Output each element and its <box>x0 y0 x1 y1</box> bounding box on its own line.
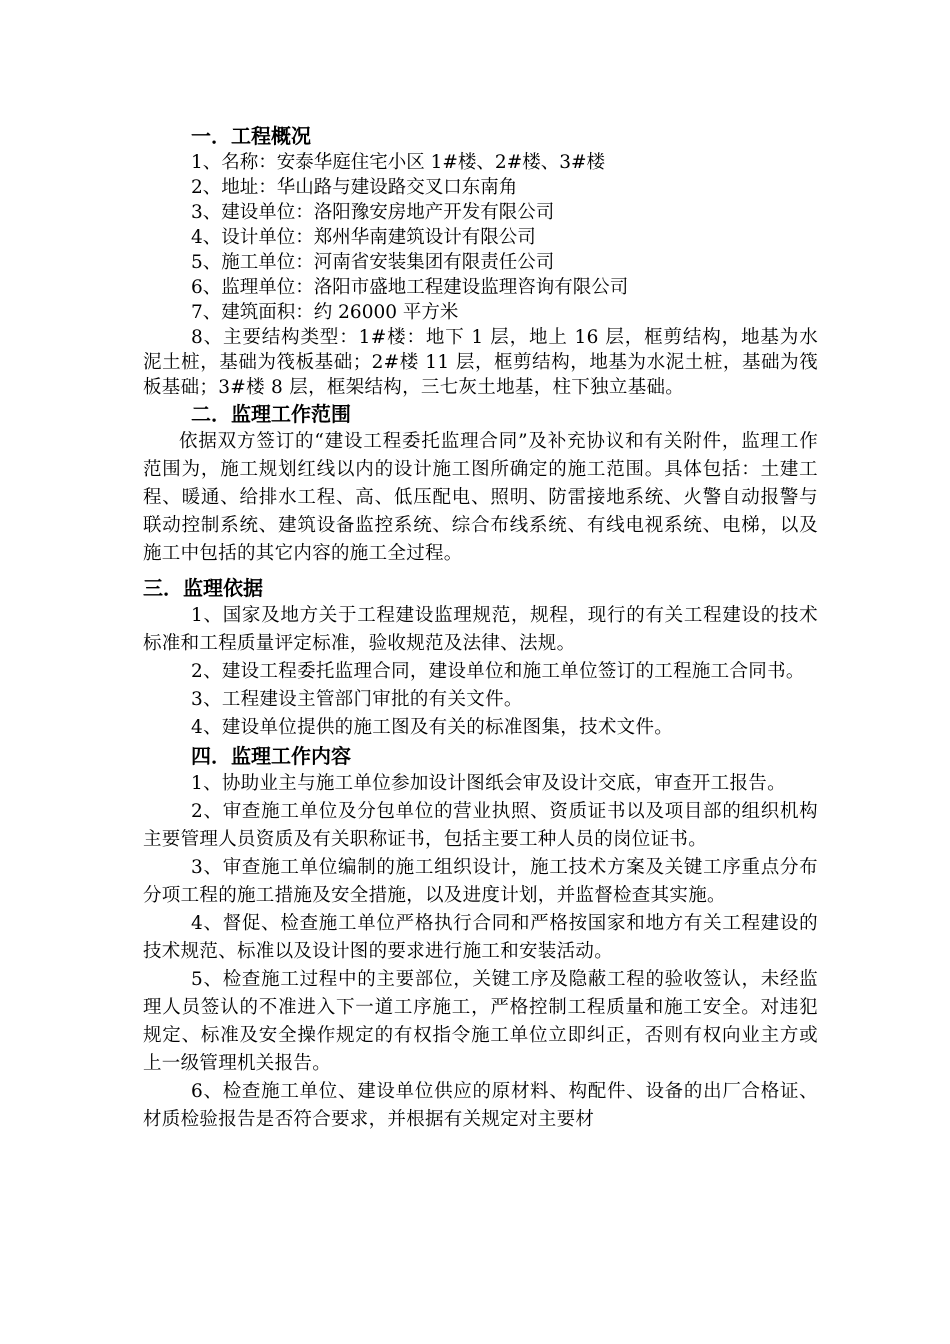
overview-item-designer: 4、设计单位：郑州华南建筑设计有限公司 <box>191 227 536 248</box>
overview-item-name: 1、名称：安泰华庭住宅小区 1#楼、2#楼、3#楼 <box>191 152 605 173</box>
overview-item-area: 7、建筑面积：约 26000 平方米 <box>191 302 459 323</box>
overview-item-address: 2、地址：华山路与建设路交叉口东南角 <box>191 177 518 198</box>
basis-paragraph-2: 2、建设工程委托监理合同，建设单位和施工单位签订的工程施工合同书。 <box>191 661 805 682</box>
section-title-overview: 一．工程概况 <box>191 124 311 148</box>
section-title-content: 四．监理工作内容 <box>191 744 351 768</box>
content-paragraph-3: 3、审查施工单位编制的施工组织设计，施工技术方案及关键工序重点分布分项工程的施工措施及安全措施，以及进度计划，并监督检查其实施。 <box>143 857 818 906</box>
content-paragraph-2: 2、审查施工单位及分包单位的营业执照、资质证书以及项目部的组织机构主要管理人员资质及有关职称证书，包括主要工种人员的岗位证书。 <box>143 801 818 850</box>
overview-item-contractor: 5、施工单位：河南省安装集团有限责任公司 <box>191 252 555 273</box>
basis-paragraph-1: 1、国家及地方关于工程建设监理规范，规程，现行的有关工程建设的技术标准和工程质量评定标准，验收规范及法律、法规。 <box>143 605 818 654</box>
overview-item-owner: 3、建设单位：洛阳豫安房地产开发有限公司 <box>191 202 555 223</box>
content-paragraph-1: 1、协助业主与施工单位参加设计图纸会审及设计交底，审查开工报告。 <box>191 773 786 794</box>
section-title-scope: 二．监理工作范围 <box>191 402 351 426</box>
content-paragraph-4: 4、督促、检查施工单位严格执行合同和严格按国家和地方有关工程建设的技术规范、标准以及设计图的要求进行施工和安装活动。 <box>143 913 818 962</box>
section-title-basis: 三．监理依据 <box>143 576 263 600</box>
basis-paragraph-4: 4、建设单位提供的施工图及有关的标准图集，技术文件。 <box>191 717 674 738</box>
content-paragraph-5: 5、检查施工过程中的主要部位，关键工序及隐蔽工程的验收签认，未经监理人员签认的不准进入下一道工序施工，严格控制工程质量和施工安全。对违犯规定、标准及安全操作规定的有权指令施工单位立即纠正，否则有权向业主方或上一级管理机关报告。 <box>143 969 818 1074</box>
document-page <box>143 122 818 1134</box>
overview-structure-paragraph: 8、主要结构类型：1#楼：地下 1 层，地上 16 层，框剪结构，地基为水泥土桩，基础为筏板基础；2#楼 11 层，框剪结构，地基为水泥土桩，基础为筏板基础；3#楼 8 层，框架结构，三七灰土地基，柱下独立基础。 <box>143 327 818 398</box>
scope-paragraph: 依据双方签订的“建设工程委托监理合同”及补充协议和有关附件，监理工作范围为，施工规划红线以内的设计施工图所确定的施工范围。具体包括：土建工程、暖通、给排水工程、高、低压配电、照明、防雷接地系统、火警自动报警与联动控制系统、建筑设备监控系统、综合布线系统、有线电视系统、电梯，以及施工中包括的其它内容的施工全过程。 <box>143 431 818 564</box>
overview-item-supervisor: 6、监理单位：洛阳市盛地工程建设监理咨询有限公司 <box>191 277 629 298</box>
content-paragraph-6: 6、检查施工单位、建设单位供应的原材料、构配件、设备的出厂合格证、材质检验报告是否符合要求，并根据有关规定对主要材 <box>143 1081 818 1130</box>
basis-paragraph-3: 3、工程建设主管部门审批的有关文件。 <box>191 689 523 710</box>
